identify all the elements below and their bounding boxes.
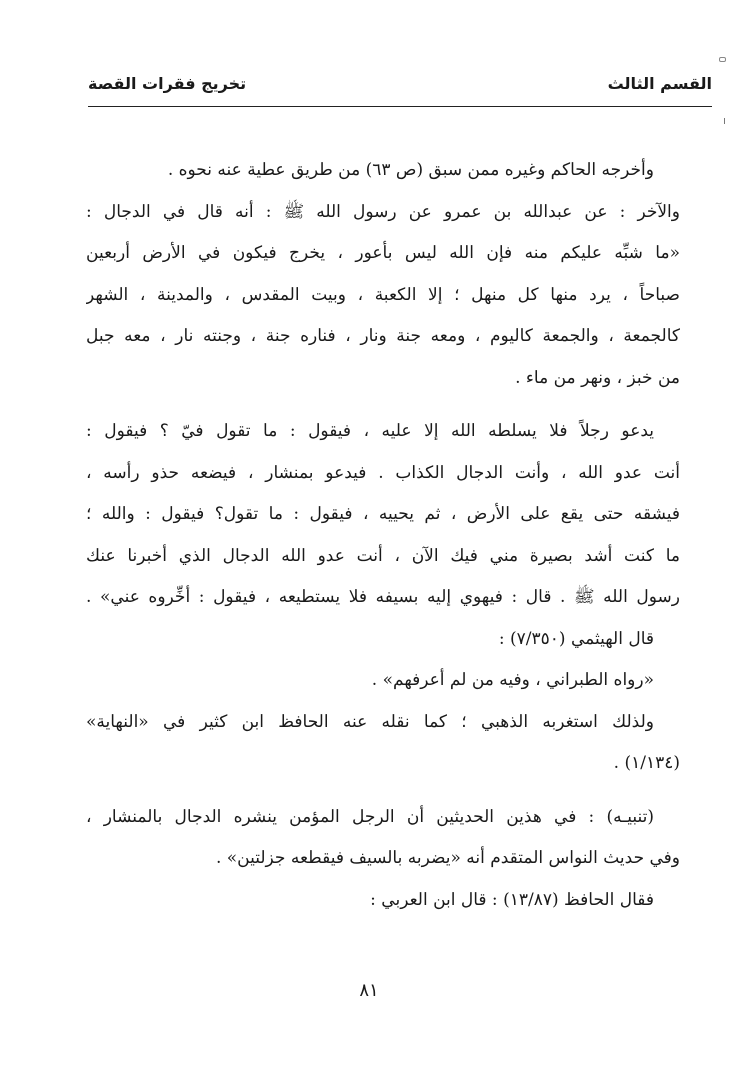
text-line: ولذلك استغربه الذهبي ؛ كما نقله عنه الحافظ ابن كثير في «النهاية»	[86, 711, 654, 732]
text-line: أنت عدو الله ، وأنت الدجال الكذاب . فيدعو بمنشار ، فيضعه حذو رأسه ،	[86, 462, 680, 483]
scan-tick	[724, 118, 725, 124]
text-line: كالجمعة ، والجمعة كاليوم ، ومعه جنة ونار ، فناره جنة ، وجنته نار ، معه جبل	[86, 326, 680, 346]
header-rule	[88, 106, 712, 107]
text-line: وأخرجه الحاكم وغيره ممن سبق (ص ٦٣) من طريق عطية عنه نحوه .	[167, 160, 654, 180]
text-line: وفي حديث النواس المتقدم أنه «يضربه بالسيف فيقطعه جزلتين» .	[215, 848, 680, 868]
text-line: رسول الله ﷺ . قال : فيهوي إليه بسيفه فلا يستطيعه ، فيقول : أخِّروه عني» .	[86, 587, 680, 607]
text-line: (١/١٣٤) .	[613, 753, 680, 773]
chapter-title: تخريج فقرات القصة	[88, 74, 247, 93]
text-line: يدعو رجلاً فلا يسلطه الله إلا عليه ، فيقول : ما تقول فيّ ؟ فيقول :	[86, 421, 654, 441]
text-line: فيشقه حتى يقع على الأرض ، ثم يحييه ، فيقول : ما تقول؟ فيقول : والله ؛	[86, 504, 680, 524]
page-number: ٨١	[359, 980, 379, 1001]
text-line: ما كنت أشد بصيرة مني فيك الآن ، أنت عدو الله الدجال الذي أخبرنا عنك	[86, 545, 680, 566]
text-line: (تنبيـه) : في هذين الحديثين أن الرجل المؤمن ينشره الدجال بالمنشار ،	[86, 806, 654, 827]
text-line: قال الهيثمي (٧/٣٥٠) :	[498, 628, 654, 649]
text-line: صباحاً ، يرد منها كل منهل ؛ إلا الكعبة ، وبيت المقدس ، والمدينة ، الشهر	[86, 284, 680, 305]
running-header	[88, 74, 712, 102]
paragraph-gap	[86, 785, 680, 797]
scan-mark	[719, 57, 726, 62]
paragraph-gap	[86, 399, 680, 411]
text-line: «رواه الطبراني ، وفيه من لم أعرفهم» .	[371, 670, 654, 690]
text-line: من خبز ، ونهر من ماء .	[515, 367, 680, 388]
text-line: فقال الحافظ (١٣/٨٧) : قال ابن العربي :	[370, 889, 654, 910]
section-title: القسم الثالث	[607, 74, 712, 93]
text-line: «ما شبِّه عليكم منه فإن الله ليس بأعور ، يخرج فيكون في الأرض أربعين	[86, 243, 680, 263]
page-body	[86, 150, 680, 921]
text-line: والآخر : عن عبدالله بن عمرو عن رسول الله ﷺ : أنه قال في الدجال :	[86, 201, 680, 222]
